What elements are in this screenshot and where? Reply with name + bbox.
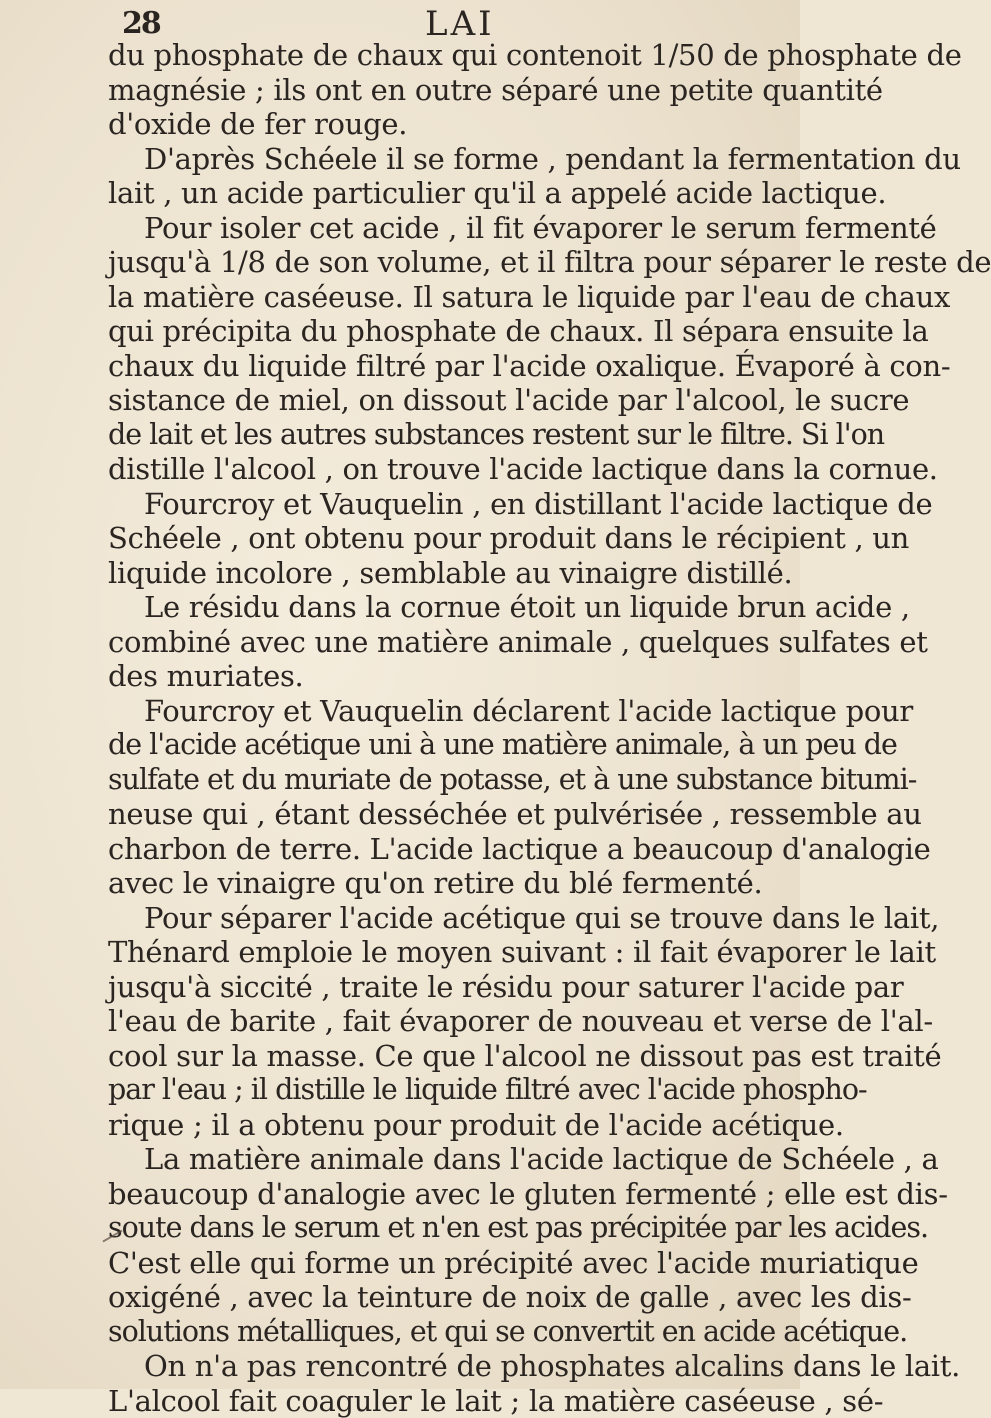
- paragraph-start-line: Le résidu dans la cornue étoit un liquide brun acide ,: [108, 590, 798, 625]
- text-line: liquide incolore , semblable au vinaigre distillé.: [108, 556, 798, 591]
- text-line: neuse qui , étant desséchée et pulvérisée , ressemble au: [108, 797, 798, 832]
- text-line: sistance de miel, on dissout l'acide par l'alcool, le sucre: [108, 383, 798, 418]
- text-line: beaucoup d'analogie avec le gluten fermenté ; elle est dis-: [108, 1177, 798, 1212]
- paragraph-start-line: D'après Schéele il se forme , pendant la fermentation du: [108, 142, 798, 177]
- running-head: LAI: [425, 4, 495, 44]
- paragraph-start-line: Fourcroy et Vauquelin , en distillant l'acide lactique de: [108, 487, 798, 522]
- text-line: par l'eau ; il distille le liquide filtré avec l'acide phospho-: [108, 1073, 798, 1108]
- text-line: combiné avec une matière animale , quelques sulfates et: [108, 625, 798, 660]
- page-number: 28: [122, 6, 160, 41]
- text-line: oxigéné , avec la teinture de noix de galle , avec les dis-: [108, 1280, 798, 1315]
- page-header: [0, 2, 800, 42]
- text-line: jusqu'à 1/8 de son volume, et il filtra pour séparer le reste de: [108, 245, 798, 280]
- text-line: rique ; il a obtenu pour produit de l'acide acétique.: [108, 1108, 798, 1143]
- paragraph-start-line: Pour séparer l'acide acétique qui se trouve dans le lait,: [108, 901, 798, 936]
- text-line: solutions métalliques, et qui se convertit en acide acétique.: [108, 1315, 798, 1350]
- text-line: magnésie ; ils ont en outre séparé une petite quantité: [108, 73, 798, 108]
- text-line: des muriates.: [108, 659, 798, 694]
- text-line: charbon de terre. L'acide lactique a beaucoup d'analogie: [108, 832, 798, 867]
- text-line: de l'acide acétique uni à une matière animale, à un peu de: [108, 728, 798, 763]
- paragraph-start-line: Fourcroy et Vauquelin déclarent l'acide lactique pour: [108, 694, 798, 729]
- paragraph-start-line: La matière animale dans l'acide lactique de Schéele , a: [108, 1142, 798, 1177]
- text-line: de lait et les autres substances restent sur le filtre. Si l'on: [108, 418, 798, 453]
- body-text: [108, 38, 798, 1418]
- text-line: avec le vinaigre qu'on retire du blé fermenté.: [108, 866, 798, 901]
- text-line: Schéele , ont obtenu pour produit dans le récipient , un: [108, 521, 798, 556]
- text-line: Thénard emploie le moyen suivant : il fait évaporer le lait: [108, 935, 798, 970]
- text-line: lait , un acide particulier qu'il a appelé acide lactique.: [108, 176, 798, 211]
- text-line: la matière caséeuse. Il satura le liquide par l'eau de chaux: [108, 280, 798, 315]
- text-line: distille l'alcool , on trouve l'acide lactique dans la cornue.: [108, 452, 798, 487]
- text-line: L'alcool fait coaguler le lait ; la matière caséeuse , sé-: [108, 1384, 798, 1418]
- text-line: chaux du liquide filtré par l'acide oxalique. Évaporé à con-: [108, 349, 798, 384]
- text-line: sulfate et du muriate de potasse, et à une substance bitumi-: [108, 763, 798, 798]
- paragraph-start-line: On n'a pas rencontré de phosphates alcalins dans le lait.: [108, 1349, 798, 1384]
- text-line: soute dans le serum et n'en est pas précipitée par les acides.: [108, 1211, 798, 1246]
- text-line: l'eau de barite , fait évaporer de nouveau et verse de l'al-: [108, 1004, 798, 1039]
- text-line: qui précipita du phosphate de chaux. Il sépara ensuite la: [108, 314, 798, 349]
- paragraph-start-line: Pour isoler cet acide , il fit évaporer le serum fermenté: [108, 211, 798, 246]
- text-line: du phosphate de chaux qui contenoit 1/50 de phosphate de: [108, 38, 798, 73]
- text-line: jusqu'à siccité , traite le résidu pour saturer l'acide par: [108, 970, 798, 1005]
- text-line: d'oxide de fer rouge.: [108, 107, 798, 142]
- text-line: C'est elle qui forme un précipité avec l'acide muriatique: [108, 1246, 798, 1281]
- text-line: cool sur la masse. Ce que l'alcool ne dissout pas est traité: [108, 1039, 798, 1074]
